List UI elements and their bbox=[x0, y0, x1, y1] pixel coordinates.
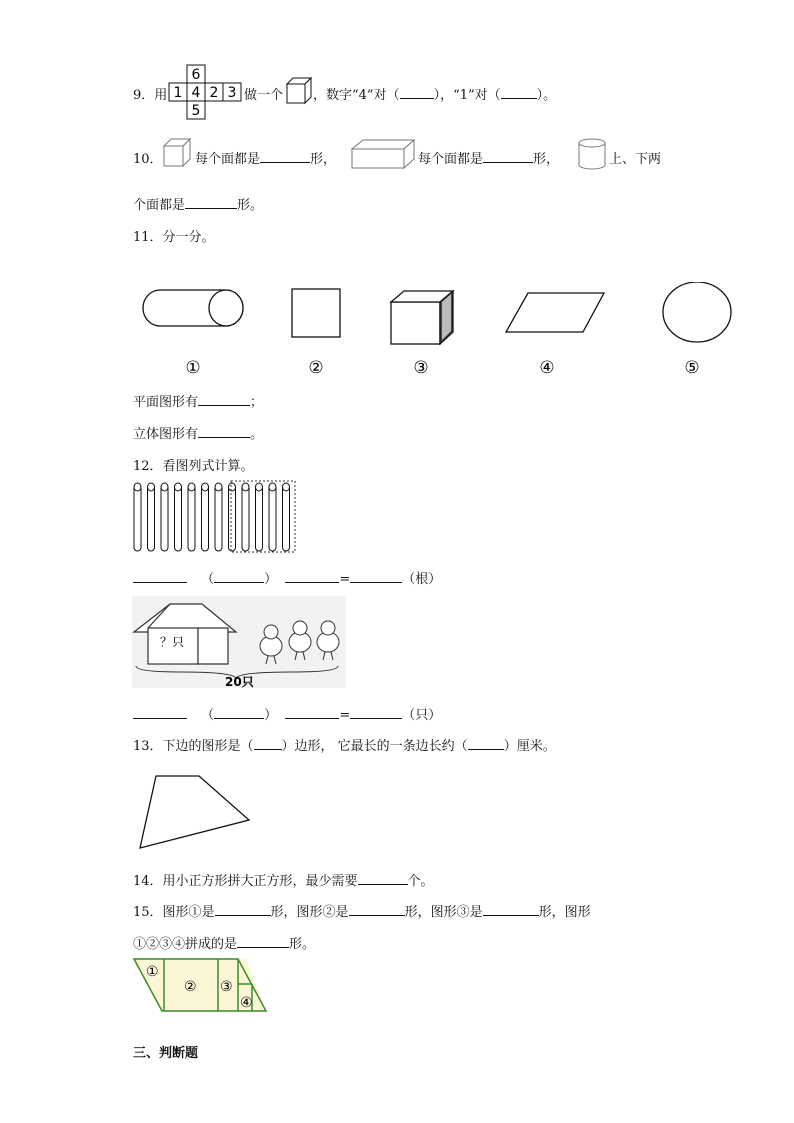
unit-label: （只） bbox=[402, 708, 442, 723]
matchstick bbox=[269, 485, 276, 551]
blank[interactable] bbox=[400, 86, 434, 99]
q15-composite-figure bbox=[132, 957, 268, 1013]
paren-open: （ bbox=[201, 708, 215, 723]
q13-a: 13．下边的图形是（ bbox=[133, 739, 254, 754]
circle-shape bbox=[663, 282, 731, 342]
blank[interactable] bbox=[214, 706, 264, 719]
q12-sticks-figure bbox=[130, 479, 300, 555]
q15-c: 形，图形③是 bbox=[404, 905, 483, 920]
q15-line2-a: ①②③④拼成的是 bbox=[133, 937, 238, 952]
blank[interactable] bbox=[260, 150, 310, 163]
q13-quadrilateral bbox=[136, 772, 256, 852]
q9-text-d: ）。 bbox=[536, 88, 557, 103]
q10-text-c: 上、下两 bbox=[609, 152, 662, 167]
shape-label: ③ bbox=[413, 358, 429, 378]
blank[interactable] bbox=[214, 570, 264, 583]
blank[interactable] bbox=[285, 570, 339, 583]
q12-equation-1 bbox=[133, 568, 441, 587]
matchstick bbox=[242, 485, 249, 551]
figure-label: ① bbox=[146, 964, 159, 980]
q9-number: 9．用 bbox=[133, 88, 168, 103]
q9-cube-net bbox=[168, 64, 242, 120]
q9-text-c: ），“1”对（ bbox=[433, 88, 501, 103]
equals-sign: = bbox=[339, 708, 351, 723]
equals-sign: = bbox=[339, 572, 351, 587]
matchstick-head bbox=[188, 483, 195, 491]
q13-b: ）边形， 它最长的一条边长约（ bbox=[281, 739, 468, 754]
blank[interactable] bbox=[285, 706, 339, 719]
blank[interactable] bbox=[468, 737, 504, 750]
matchstick-head bbox=[161, 483, 168, 491]
matchstick bbox=[283, 485, 290, 551]
q14-line bbox=[133, 870, 434, 889]
paren-close: ） bbox=[264, 708, 278, 723]
figure-label: ③ bbox=[220, 979, 233, 995]
blank[interactable] bbox=[254, 737, 282, 750]
blank[interactable] bbox=[215, 903, 271, 916]
blank[interactable] bbox=[483, 903, 539, 916]
matchstick-head bbox=[242, 483, 249, 491]
q13-c: ）厘米。 bbox=[503, 739, 556, 754]
q10-b-end: 形， bbox=[533, 152, 560, 167]
shape-label: ② bbox=[308, 358, 324, 378]
q10-cylinder-icon bbox=[577, 137, 607, 171]
matchstick-head bbox=[256, 483, 263, 491]
q10-cube-icon bbox=[163, 138, 191, 168]
q15-line2-b: 形。 bbox=[289, 937, 316, 952]
q10-text-b bbox=[418, 148, 559, 167]
net-digit: 4 bbox=[191, 85, 201, 101]
q15-line2 bbox=[133, 933, 315, 952]
q9-text bbox=[244, 84, 283, 103]
blank[interactable] bbox=[350, 706, 402, 719]
q11-plane-text: 平面图形有 bbox=[133, 395, 199, 410]
blank[interactable] bbox=[358, 872, 408, 885]
house-side bbox=[198, 628, 228, 664]
q10-a: 每个面都是 bbox=[195, 152, 261, 167]
matchstick bbox=[148, 485, 155, 551]
q14-b: 个。 bbox=[407, 874, 434, 889]
blank[interactable] bbox=[349, 903, 405, 916]
net-digit: 3 bbox=[227, 85, 237, 101]
blank[interactable] bbox=[185, 196, 237, 209]
matchstick-head bbox=[202, 483, 209, 491]
square-shape bbox=[292, 289, 340, 337]
q10-line2-text: 个面都是 bbox=[133, 198, 186, 213]
total-label: 20只 bbox=[225, 675, 254, 688]
paren-open: （ bbox=[201, 572, 215, 587]
matchstick bbox=[202, 485, 209, 551]
blank[interactable] bbox=[198, 425, 250, 438]
q10-text-a bbox=[195, 148, 336, 167]
matchstick-head bbox=[134, 483, 141, 491]
q12-equation-2 bbox=[133, 704, 441, 723]
shape-label: ⑤ bbox=[684, 358, 700, 378]
matchstick-head bbox=[215, 483, 222, 491]
matchstick-head bbox=[175, 483, 182, 491]
figure-label: ④ bbox=[240, 995, 253, 1011]
net-digit: 1 bbox=[173, 85, 183, 101]
q11-solid-end: 。 bbox=[250, 427, 264, 442]
figure-2-rect bbox=[164, 959, 246, 1011]
net-digit: 2 bbox=[209, 85, 219, 101]
net-digit: 5 bbox=[191, 103, 201, 119]
q10-a-end: 形， bbox=[310, 152, 337, 167]
blank[interactable] bbox=[237, 935, 289, 948]
q9-tail bbox=[313, 84, 556, 103]
blank[interactable] bbox=[133, 706, 187, 719]
q10-line2-end: 形。 bbox=[237, 198, 264, 213]
matchstick-head bbox=[148, 483, 155, 491]
q15-line1 bbox=[133, 901, 591, 920]
matchstick bbox=[175, 485, 182, 551]
blank[interactable] bbox=[198, 393, 250, 406]
q9-text-a: 做一个 bbox=[244, 88, 284, 103]
house-label: ？只 bbox=[160, 635, 185, 649]
q11-solid bbox=[133, 423, 263, 442]
matchstick bbox=[229, 485, 236, 551]
q11-plane bbox=[133, 391, 263, 410]
unit-label: （根） bbox=[402, 572, 442, 587]
q10-b: 每个面都是 bbox=[418, 152, 484, 167]
matchstick bbox=[188, 485, 195, 551]
q11-plane-end: ； bbox=[250, 395, 264, 410]
q10-cuboid-icon bbox=[351, 139, 415, 169]
matchstick-head bbox=[283, 483, 290, 491]
shape-label: ① bbox=[185, 358, 201, 378]
blank[interactable] bbox=[350, 570, 402, 583]
q10-number: 10． bbox=[133, 152, 163, 167]
q15-d: 形，图形 bbox=[538, 905, 591, 920]
matchstick-head bbox=[229, 483, 236, 491]
figure-label: ② bbox=[184, 979, 197, 995]
cube-shape bbox=[391, 291, 453, 344]
matchstick-head bbox=[269, 483, 276, 491]
q9-cube-icon bbox=[286, 77, 312, 105]
q11-solid-text: 立体图形有 bbox=[133, 427, 199, 442]
cylinder-end bbox=[209, 290, 243, 326]
blank[interactable] bbox=[483, 150, 533, 163]
paren-close: ） bbox=[264, 572, 278, 587]
q15-a: 15．图形①是 bbox=[133, 905, 215, 920]
blank[interactable] bbox=[133, 570, 187, 583]
matchstick bbox=[134, 485, 141, 551]
q9-text-b: ，数字“4”对（ bbox=[313, 88, 400, 103]
q12-title: 12．看图列式计算。 bbox=[133, 459, 254, 474]
section-heading: 三、判断题 bbox=[133, 1046, 199, 1061]
q14-a: 14．用小正方形拼大正方形，最少需要 bbox=[133, 874, 358, 889]
blank[interactable] bbox=[501, 86, 537, 99]
q13-line bbox=[133, 735, 556, 754]
matchstick bbox=[215, 485, 222, 551]
q11-shapes bbox=[140, 282, 750, 382]
q15-b: 形，图形②是 bbox=[270, 905, 349, 920]
q11-title: 11．分一分。 bbox=[133, 230, 215, 245]
shape-label: ④ bbox=[539, 358, 555, 378]
net-digit: 6 bbox=[191, 67, 201, 83]
q12-house-chicks-figure bbox=[132, 596, 346, 688]
matchstick bbox=[161, 485, 168, 551]
q9-line bbox=[133, 84, 167, 103]
q10-line2 bbox=[133, 194, 263, 213]
matchstick bbox=[256, 485, 263, 551]
parallelogram-shape bbox=[506, 293, 604, 332]
